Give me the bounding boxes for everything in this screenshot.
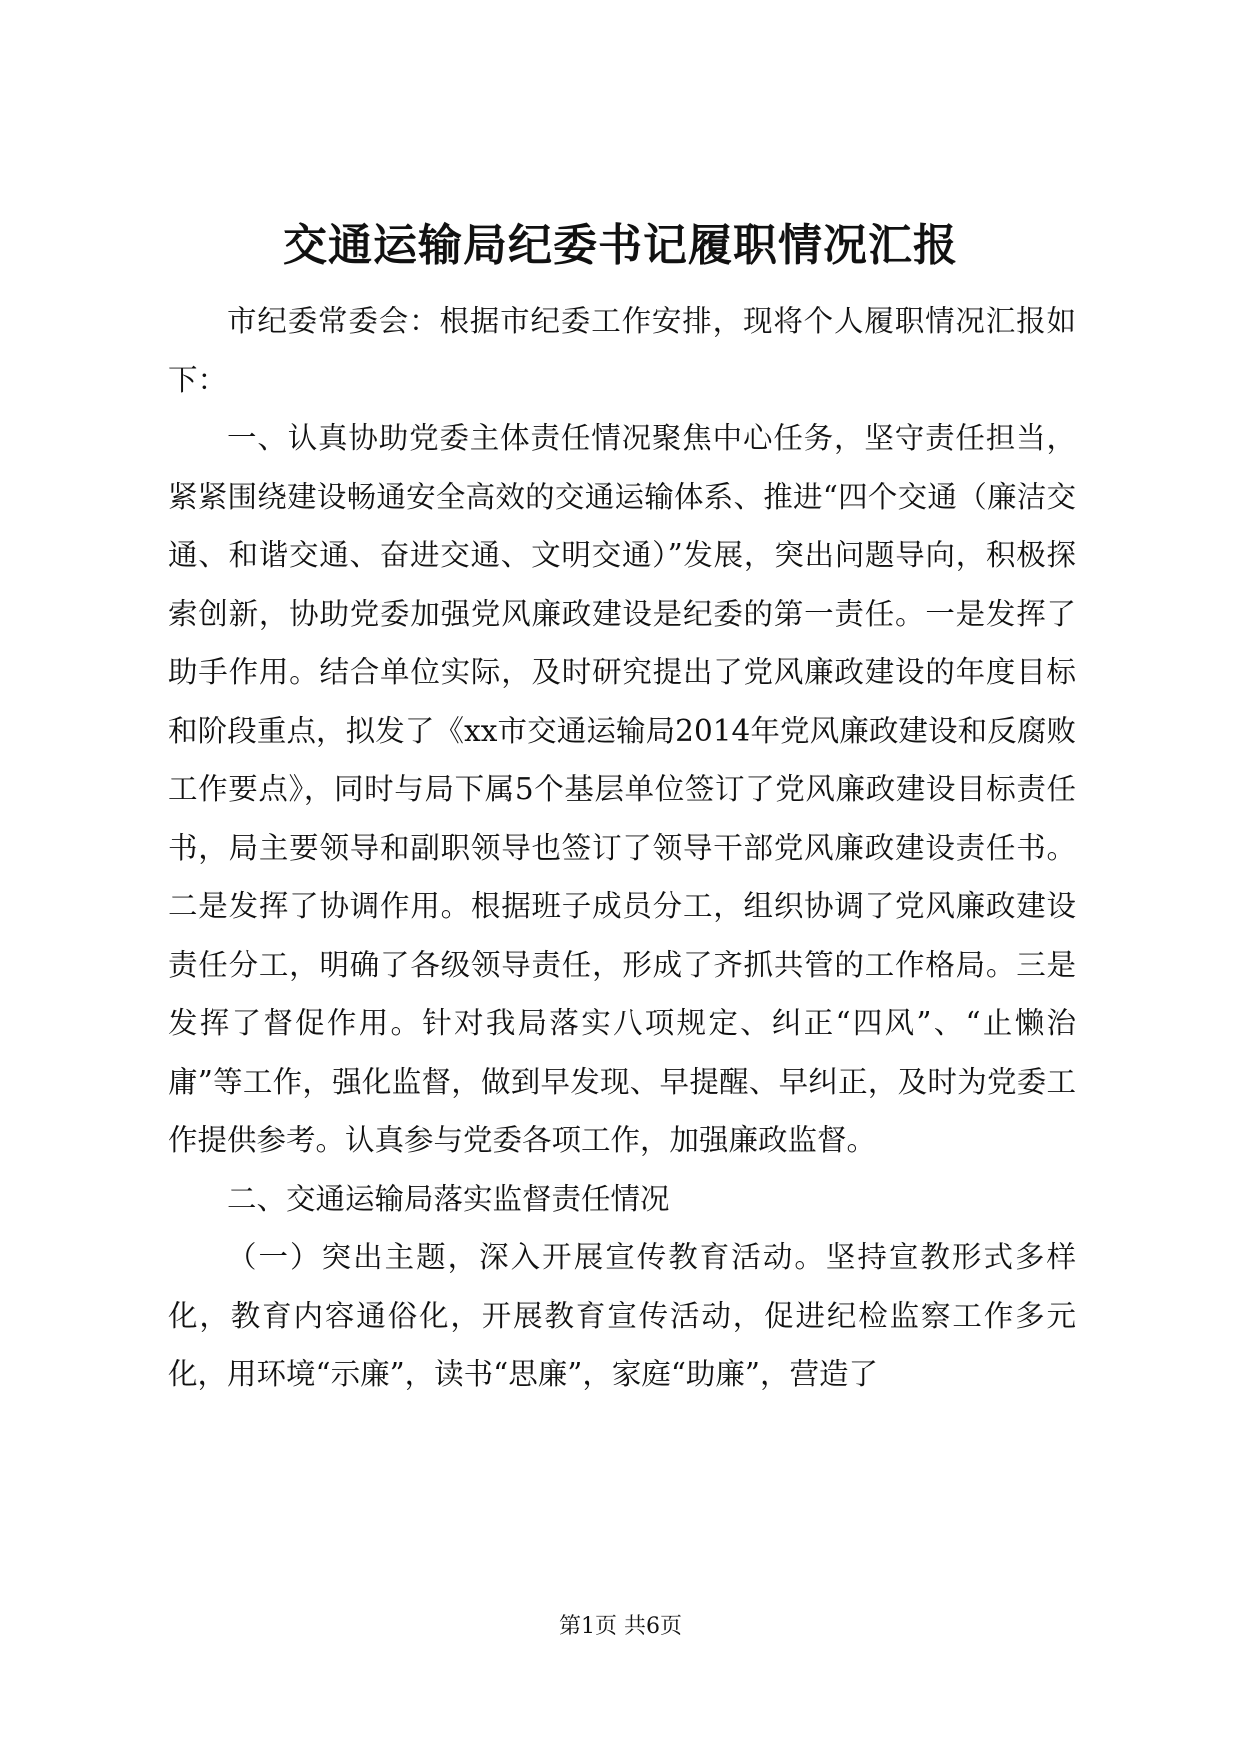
paragraph-section-1: 一、认真协助党委主体责任情况聚焦中心任务，坚守责任担当，紧紧围绕建设畅通安全高效的交通运输体系、推进“四个交通（廉洁交通、和谐交通、奋进交通、文明交通）”发展，突出问题导向，积极探索创新，协助党委加强党风廉政建设是纪委的第一责任。一是发挥了助手作用。结合单位实际，及时研究提出了党风廉政建设的年度目标和阶段重点，拟发了《xx市交通运输局2014年党风廉政建设和反腐败工作要点》，同时与局下属5个基层单位签订了党风廉政建设目标责任书，局主要领导和副职领导也签订了领导干部党风廉政建设责任书。二是发挥了协调作用。根据班子成员分工，组织协调了党风廉政建设责任分工，明确了各级领导责任，形成了齐抓共管的工作格局。三是发挥了督促作用。针对我局落实八项规定、纠正“四风”、“止懒治庸”等工作，强化监督，做到早发现、早提醒、早纠正，及时为党委工作提供参考。认真参与党委各项工作，加强廉政监督。 (168, 421, 1076, 1157)
page-number: 第1页 共6页 (559, 1614, 682, 1639)
paragraph-section-2-heading: 二、交通运输局落实监督责任情况 (227, 1181, 670, 1216)
page-footer (0, 1612, 1241, 1642)
paragraph-salutation: 市纪委常委会：根据市纪委工作安排，现将个人履职情况汇报如下： (168, 304, 1076, 397)
document-title: 交通运输局纪委书记履职情况汇报 (283, 220, 958, 271)
document-body (168, 292, 1076, 1404)
paragraph-subsection-1: （一）突出主题，深入开展宣传教育活动。坚持宣教形式多样化，教育内容通俗化，开展教育宣传活动，促进纪检监察工作多元化，用环境“示廉”，读书“思廉”，家庭“助廉”，营造了 (168, 1240, 1076, 1391)
